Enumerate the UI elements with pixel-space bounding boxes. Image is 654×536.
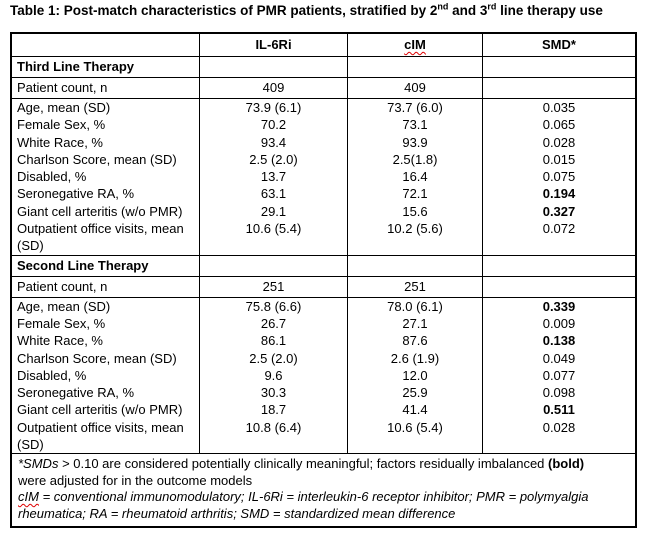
- il6ri-value-cell: 2.5 (2.0): [199, 350, 347, 367]
- cim-value-cell: 72.1: [347, 185, 482, 202]
- il6ri-value-cell: 26.7: [199, 315, 347, 332]
- smd-value-cell: 0.015: [482, 151, 635, 168]
- smd-value-cell: 0.035: [482, 98, 635, 116]
- cim-spellcheck-underline: cIM: [404, 37, 426, 52]
- row-label-cell: White Race, %: [17, 134, 103, 150]
- il6ri-value-cell: 73.9 (6.1): [199, 98, 347, 116]
- row-label-cell: Patient count, n: [12, 77, 199, 98]
- smd-value-cell: 0.138: [482, 332, 635, 349]
- footnote-smd-note: [18, 456, 629, 489]
- smd-value-cell: 0.028: [482, 419, 635, 454]
- smd-value-cell: 0.339: [482, 297, 635, 315]
- smd-value-cell: [482, 276, 635, 297]
- smd-value-cell: 0.327: [482, 203, 635, 220]
- cim-value-cell: 73.7 (6.0): [347, 98, 482, 116]
- footnote-smd-body: > 0.10 are considered potentially clinically meaningful; factors residually imbalanced: [58, 456, 549, 472]
- cim-value-cell: 41.4: [347, 401, 482, 418]
- row-label-cell: Disabled, %: [17, 169, 87, 185]
- section-header-third-line: Third Line Therapy: [12, 56, 199, 77]
- smd-value-cell: 0.049: [482, 350, 635, 367]
- empty-cell: [347, 56, 482, 77]
- cim-value-cell: 93.9: [347, 134, 482, 151]
- il6ri-value-cell: 9.6: [199, 367, 347, 384]
- row-label-cell: Giant cell arteritis (w/o PMR): [17, 402, 183, 418]
- smd-value-cell: 0.072: [482, 220, 635, 255]
- smd-value-cell: 0.077: [482, 367, 635, 384]
- smd-value-cell: 0.028: [482, 134, 635, 151]
- title-superscript-nd: nd: [437, 1, 449, 12]
- row-label-cell: Seronegative RA, %: [17, 385, 135, 401]
- il6ri-value-cell: 86.1: [199, 332, 347, 349]
- empty-cell: [482, 255, 635, 276]
- row-label-cell: Disabled, %: [17, 367, 87, 383]
- row-label-cell: Giant cell arteritis (w/o PMR): [17, 203, 183, 219]
- row-label-cell: Seronegative RA, %: [17, 186, 135, 202]
- title-text-3: line therapy use: [496, 3, 603, 18]
- section-header-second-line: Second Line Therapy: [12, 255, 199, 276]
- smd-value-cell: 0.194: [482, 185, 635, 202]
- footnotes-cell: [12, 453, 635, 526]
- il6ri-value-cell: 251: [199, 276, 347, 297]
- cim-value-cell: 12.0: [347, 367, 482, 384]
- cim-value-cell: 15.6: [347, 203, 482, 220]
- smd-value-cell: 0.009: [482, 315, 635, 332]
- title-text-1: Table 1: Post-match characteristics of PMR patients, stratified by 2: [10, 3, 438, 18]
- il6ri-value-cell: 10.6 (5.4): [199, 220, 347, 255]
- smd-value-cell: 0.098: [482, 384, 635, 401]
- smd-value-cell: [482, 77, 635, 98]
- row-label-cell: Charlson Score, mean (SD): [17, 350, 177, 366]
- cim-value-cell: 409: [347, 77, 482, 98]
- il6ri-value-cell: 93.4: [199, 134, 347, 151]
- il6ri-value-cell: 10.8 (6.4): [199, 419, 347, 454]
- il6ri-value-cell: 409: [199, 77, 347, 98]
- il6ri-value-cell: 13.7: [199, 168, 347, 185]
- row-label-cell: Charlson Score, mean (SD): [17, 151, 177, 167]
- row-label-cell: Age, mean (SD): [12, 297, 199, 315]
- footnote-bold-marker: (bold): [548, 456, 585, 472]
- header-il6ri-cell: IL-6Ri: [199, 34, 347, 56]
- cim-value-cell: 25.9: [347, 384, 482, 401]
- cim-value-cell: 27.1: [347, 315, 482, 332]
- il6ri-value-cell: 75.8 (6.6): [199, 297, 347, 315]
- table-title: [10, 3, 603, 18]
- footnote-abbrev-line2: rheumatica; RA = rheumatoid arthritis; SMD = standardized mean difference: [18, 505, 456, 521]
- il6ri-value-cell: 18.7: [199, 401, 347, 418]
- footnote-abbrev-line1: = conventional immunomodulatory; IL-6Ri = interleukin-6 receptor inhibitor; PMR = polymyalgia: [38, 489, 589, 505]
- empty-cell: [199, 56, 347, 77]
- cim-value-cell: 2.5(1.8): [347, 151, 482, 168]
- footnote-abbreviations: [18, 489, 629, 522]
- title-text-2: and 3: [448, 3, 488, 18]
- smd-value-cell: 0.511: [482, 401, 635, 418]
- characteristics-table: [10, 32, 637, 528]
- cim-spellcheck-underline: cIM: [18, 489, 39, 505]
- il6ri-value-cell: 29.1: [199, 203, 347, 220]
- il6ri-value-cell: 30.3: [199, 384, 347, 401]
- cim-value-cell: 2.6 (1.9): [347, 350, 482, 367]
- empty-cell: [347, 255, 482, 276]
- header-empty-cell: [12, 34, 199, 56]
- row-label-cell: Female Sex, %: [17, 315, 106, 331]
- smd-value-cell: 0.065: [482, 116, 635, 133]
- il6ri-value-cell: 63.1: [199, 185, 347, 202]
- footnote-smd-lead: *SMDs: [18, 456, 59, 472]
- row-label-cell: White Race, %: [17, 333, 103, 349]
- row-label-cell: Outpatient office visits, mean (SD): [17, 419, 184, 453]
- cim-value-cell: 73.1: [347, 116, 482, 133]
- row-label-cell: Age, mean (SD): [12, 98, 199, 116]
- empty-cell: [199, 255, 347, 276]
- header-smd-cell: SMD*: [482, 34, 635, 56]
- row-label-cell: Outpatient office visits, mean (SD): [17, 221, 184, 254]
- smd-value-cell: 0.075: [482, 168, 635, 185]
- il6ri-value-cell: 2.5 (2.0): [199, 151, 347, 168]
- cim-value-cell: 87.6: [347, 332, 482, 349]
- row-label-cell: Female Sex, %: [17, 117, 106, 133]
- il6ri-value-cell: 70.2: [199, 116, 347, 133]
- footnote-smd-line2: were adjusted for in the outcome models: [18, 472, 253, 488]
- cim-value-cell: 78.0 (6.1): [347, 297, 482, 315]
- cim-value-cell: 16.4: [347, 168, 482, 185]
- empty-cell: [482, 56, 635, 77]
- row-label-cell: Patient count, n: [12, 276, 199, 297]
- header-cim-cell: [347, 34, 482, 56]
- cim-value-cell: 251: [347, 276, 482, 297]
- cim-value-cell: 10.2 (5.6): [347, 220, 482, 255]
- cim-value-cell: 10.6 (5.4): [347, 419, 482, 454]
- title-superscript-rd: rd: [487, 1, 497, 12]
